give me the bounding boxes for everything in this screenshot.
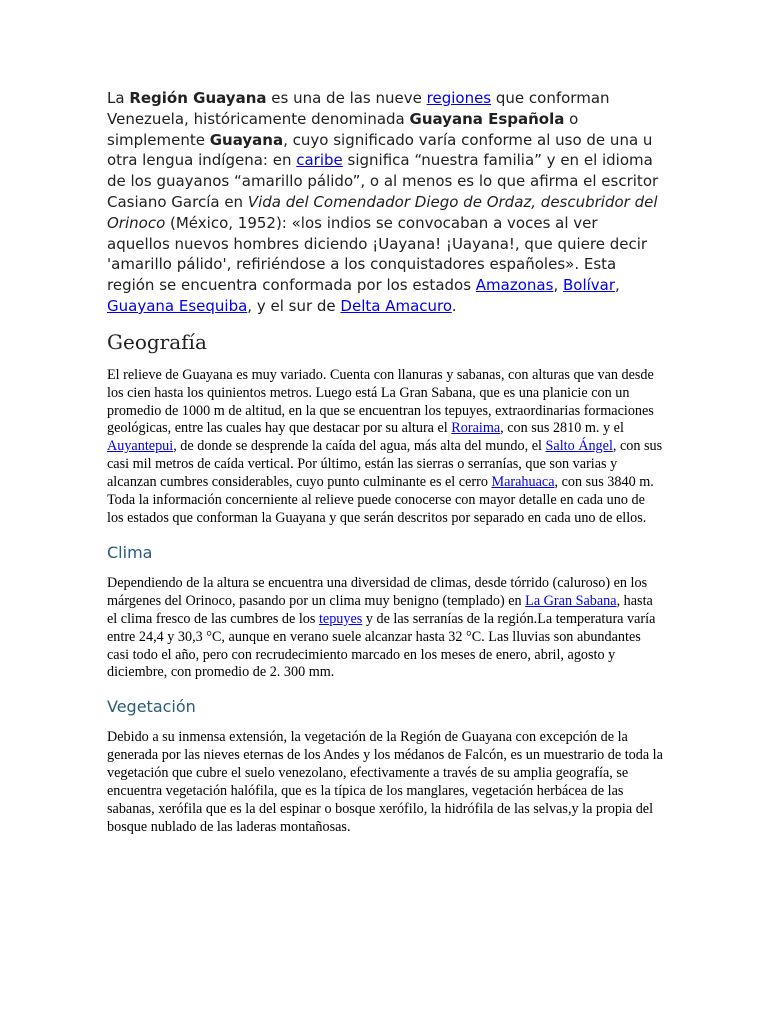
geografia-text: , de donde se desprende la caída del agua, más alta del mundo, el [173,438,546,455]
bold-guayana: Guayana [209,130,284,149]
geografia-text: , con sus casi mil metros de caída vertical. Por último, están las sierras o serranías, que son varias y alcanzan cumbres considerables, cuyo punto culminante es el cerro [107,438,663,491]
link-guayana-esequiba[interactable]: Guayana Esequiba [107,296,248,315]
link-marahuaca[interactable]: Marahuaca [491,474,555,491]
intro-text: La [107,89,130,107]
link-amazonas[interactable]: Amazonas [475,276,554,295]
clima-text: Dependiendo de la altura se encuentra una diversidad de climas, desde tórrido (caluroso) en los márgenes del Orinoco, pasando por un clima muy benigno (templado) en [107,574,648,609]
link-tepuyes[interactable]: tepuyes [318,610,363,627]
intro-text: o simplemente [107,109,579,149]
intro-text: es una de las nueve [266,89,427,107]
heading-clima: Clima [107,542,153,562]
article-content [107,88,663,837]
geografia-text: El relieve de Guayana es muy variado. Cuenta con llanuras y sabanas, con alturas que van desde los cien hasta los quinientos metros. Luego está La Gran Sabana, que es una planicie con un promedio de 1000 m de altitud, en la que se encuentran los tepuyes, extraordinarias formaciones geológicas, entre las cuales hay que destacar por su altura el [107,366,654,437]
intro-text: , cuyo significado varía conforme al uso de una u otra lengua indígena: en [107,130,653,170]
geografia-text: , con sus 3840 m. Toda la información concerniente al relieve puede conocerse con mayor detalle en cada uno de los estados que conforman la Guayana y que serán descritos por separado en cada uno de ellos. [107,474,654,527]
intro-text: significa “nuestra familia” y en el idioma de los guayanos “amarillo pálido”, o al menos es lo que afirma el escritor Casiano García en [107,151,659,211]
geografia-paragraph [107,367,663,528]
link-la-gran-sabana[interactable]: La Gran Sabana [525,592,617,609]
intro-text: (México, 1952): «los indios se convocaban a voces al ver aquellos nuevos hombres diciendo ¡Uayana! ¡Uayana!, que quiere decir 'amarillo pálido', refiriéndose a los conquistadores españoles». Esta región se encuentra conformada por los estados [107,213,648,295]
link-delta-amacuro[interactable]: Delta Amacuro [340,296,452,315]
link-salto-angel[interactable]: Salto Ángel [545,438,613,455]
clima-text: y de las serranías de la región.La temperatura varía entre 24,4 y 30,3 °C, aunque en verano suele alcanzar hasta 32 °C. Las lluvias son abundantes casi todo el año, pero con recrudecimiento marcado en los meses de enero, abril, agosto y diciembre, con promedio de 2. 300 mm. [107,610,656,681]
clima-text: , hasta el clima fresco de las cumbres de los [107,592,653,627]
vegetacion-paragraph [107,729,663,836]
link-regiones[interactable]: regiones [426,89,492,107]
link-caribe[interactable]: caribe [296,151,343,170]
link-bolivar[interactable]: Bolívar [562,276,616,295]
intro-text: , [553,276,563,295]
heading-geografia: Geografía [107,329,207,354]
bold-guayana-espanola: Guayana Española [409,109,565,128]
clima-paragraph [107,575,663,682]
italic-book-title: Vida del Comendador Diego de Ordaz, descubridor del Orinoco [107,192,658,232]
intro-text: , [615,276,620,295]
link-auyantepui[interactable]: Auyantepui [107,438,174,455]
link-roraima[interactable]: Roraima [451,420,501,437]
intro-text: , y el sur de [247,296,341,315]
bold-region-guayana: Región Guayana [129,89,267,107]
geografia-text: , con sus 2810 m. y el [500,420,624,437]
intro-text: que conforman Venezuela, históricamente denominada [107,89,610,128]
intro-text: . [451,296,457,315]
vegetacion-text: Debido a su inmensa extensión, la vegetación de la Región de Guayana con excepción de la generada por las nieves eternas de los Andes y los médanos de Falcón, es un muestrario de toda la vegetación que cubre el suelo venezolano, efectivamente a través de su amplia geografía, se encuentra vegetación halófila, que es la típica de los manglares, vegetación herbácea de las sabanas, xerófila que es la del espinar o bosque xerófilo, la hidrófila de las selvas,y la propia del bosque nublado de las laderas montañosas. [107,729,663,835]
intro-paragraph [107,88,663,317]
heading-vegetacion: Vegetación [107,697,196,717]
